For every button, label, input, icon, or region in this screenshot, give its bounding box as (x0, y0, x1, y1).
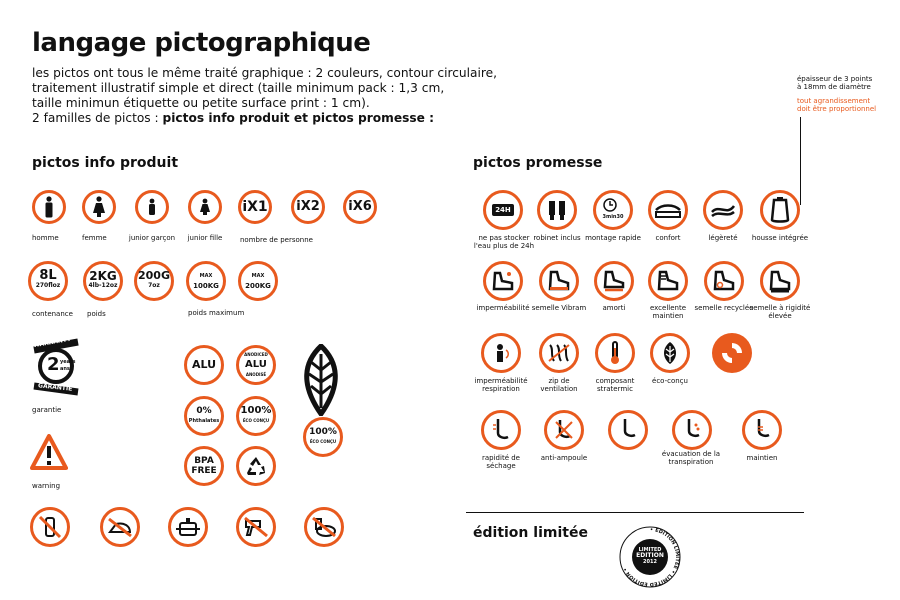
edition-divider (466, 512, 804, 513)
maintien-chaussure-icon (648, 261, 688, 301)
eco-concu-pct: 100% (240, 405, 272, 416)
warranty-ans: ans (60, 366, 70, 372)
contenance-icon (28, 261, 68, 301)
max-100kg-icon (186, 261, 226, 301)
eco-concu-leaf-icon (650, 333, 690, 373)
legerete-label: légèreté (708, 234, 738, 242)
housse-integree-label: housse intégrée (751, 234, 809, 242)
maintien-chaussette-icon (742, 410, 782, 450)
nombre-2-icon (291, 190, 325, 224)
warning-label: warning (32, 482, 61, 490)
intro-line-3: taille minimun étiquette ou petite surface print : 1 cm). (32, 96, 370, 110)
impermeabilite-respiration-label: imperméabilité respiration (474, 377, 528, 393)
poids-200g-value: 200G (138, 269, 170, 282)
rapidite-sechage-label: rapidité de séchage (482, 454, 520, 470)
recycle-icon (236, 446, 276, 486)
intro-text (32, 66, 592, 126)
max-200kg-label: MAX (251, 273, 265, 279)
rapidite-sechage-icon (481, 410, 521, 450)
nombre-6-icon (343, 190, 377, 224)
robinet-label: robinet inclus (533, 234, 581, 242)
junior-garcon-label: junior garçon (128, 234, 176, 242)
anti-ampoule-icon (544, 410, 584, 450)
garantie-label: garantie (32, 406, 62, 414)
bpa-line-1: BPA (194, 456, 214, 466)
robinet-icon (537, 190, 577, 230)
maintien-chaussette-label: maintien (746, 454, 778, 462)
homme-label: homme (32, 234, 59, 242)
semelle-vibram-label: semelle Vibram (531, 304, 587, 312)
warranty-years: years (60, 359, 76, 365)
bpa-line-2: FREE (191, 466, 217, 476)
no-pressure-cooker-icon (168, 507, 208, 547)
no-hair-dryer-icon (236, 507, 276, 547)
side-note-pointer (800, 117, 801, 205)
section-info-produit: pictos info produit (32, 155, 179, 171)
no-24h-text: 24H (492, 204, 514, 216)
alu-icon (184, 345, 224, 385)
montage-rapide-time: 3min30 (602, 214, 624, 220)
intro-line-2: traitement illustratif simple et direct (taille minimum pack : 1,3 cm, (32, 81, 445, 95)
edition-badge-line-3: 2012 (643, 559, 657, 565)
no-iron-icon (100, 507, 140, 547)
no-bottle-icon (30, 507, 70, 547)
femme-label: femme (82, 234, 107, 242)
confort-label: confort (655, 234, 681, 242)
evacuation-transpiration-label: évacuation de la transpiration (661, 450, 721, 466)
junior-fille-label: junior fille (187, 234, 223, 242)
confort-icon (648, 190, 688, 230)
leaf-icon (298, 344, 344, 420)
edition-badge-center (632, 547, 668, 565)
anti-ampoule-label: anti-ampoule (540, 454, 588, 462)
semelle-rigidite-label: semelle à rigidité élevée (749, 304, 811, 320)
leaf-eco-pct: 100% (309, 427, 337, 437)
poids-200g-icon (134, 261, 174, 301)
impermeabilite-icon (483, 261, 523, 301)
max-100kg-label: MAX (199, 273, 213, 279)
evacuation-transpiration-icon (672, 410, 712, 450)
stratermic-label: composant stratermic (595, 377, 635, 393)
phthalates-pct: 0% (196, 406, 212, 416)
homme-icon (32, 190, 66, 224)
anodise-line-3: ANODISÉ (245, 372, 267, 377)
montage-rapide-icon (593, 190, 633, 230)
chaussette-icon (608, 410, 648, 450)
impermeabilite-label: imperméabilité (476, 304, 530, 312)
no-burner-icon (304, 507, 344, 547)
leaf-eco-text: ÉCO CONÇU (309, 439, 337, 444)
side-note-line-4: doit être proportionnel (797, 105, 877, 113)
femme-icon (82, 190, 116, 224)
stratermic-icon (595, 333, 635, 373)
side-note (797, 75, 897, 113)
phthalates-icon (184, 396, 224, 436)
edition-badge-line-2: EDITION (636, 552, 664, 559)
edition-limitee-badge (618, 525, 682, 589)
edition-limitee-title: édition limitée (473, 525, 588, 541)
edition-badge-line-1: LIMITED (638, 547, 662, 553)
nombre-1-icon (238, 190, 272, 224)
contenance-value: 8L (39, 268, 57, 283)
side-note-line-1: épaisseur de 3 points (797, 75, 873, 83)
anodise-line-2: ALU (245, 359, 267, 370)
phthalates-text: Phthalates (188, 418, 220, 424)
intro-line-4-bold: pictos info produit et pictos promesse : (162, 111, 434, 125)
semelle-recyclee-icon (704, 261, 744, 301)
eco-concu-text: ÉCO CONÇU (242, 418, 270, 423)
housse-integree-icon (760, 190, 800, 230)
junior-fille-icon (188, 190, 222, 224)
impermeabilite-respiration-icon (481, 333, 521, 373)
intro-line-4-start: 2 familles de pictos : (32, 111, 163, 125)
junior-garcon-icon (135, 190, 169, 224)
warning-icon (30, 434, 68, 474)
nombre-label: nombre de personne (240, 236, 313, 244)
semelle-recyclee-label: semelle recyclée (694, 304, 754, 312)
poids-200g-sub: 7oz (148, 282, 160, 289)
intro-line-1: les pictos ont tous le même traité graphique : 2 couleurs, contour circulaire, (32, 66, 498, 80)
eco-concu-leaf-label: éco-conçu (652, 377, 688, 385)
contenance-sub: 270floz (35, 282, 61, 289)
semelle-rigidite-icon (760, 261, 800, 301)
legerete-icon (703, 190, 743, 230)
poids-icon (83, 261, 123, 301)
warranty-top: WARRANTY (32, 335, 72, 350)
zip-ventilation-icon (539, 333, 579, 373)
side-note-line-3: tout agrandissement (797, 97, 871, 105)
leaf-eco-concu-icon (303, 417, 343, 457)
nombre-2-text: iX2 (296, 199, 320, 214)
no-24h-label: ne pas stocker l'eau plus de 24h (473, 234, 535, 250)
warranty-number: 2 (47, 354, 60, 375)
bpa-free-icon (184, 446, 224, 486)
no-24h-storage-icon (483, 190, 523, 230)
amorti-icon (594, 261, 634, 301)
maintien-chaussure-label: excellente maintien (649, 304, 687, 320)
contenance-label: contenance (32, 310, 73, 318)
semelle-vibram-icon (539, 261, 579, 301)
warranty-bottom: GARANTIE (37, 382, 73, 393)
poids-max-label: poids maximum (188, 309, 245, 317)
nombre-6-text: iX6 (348, 199, 372, 214)
max-200kg-value: 200KG (245, 282, 271, 290)
poids-sub: 4lb-12oz (88, 282, 118, 289)
point-vert-icon (712, 333, 752, 373)
eco-concu-icon (236, 396, 276, 436)
amorti-label: amorti (602, 304, 626, 312)
nombre-1-text: iX1 (242, 199, 268, 215)
page-title: langage pictographique (32, 28, 371, 58)
edition-badge-ring: • EDITION LIMITÉE • LIMITED EDITION • (622, 526, 681, 588)
section-pictos-promesse: pictos promesse (473, 155, 603, 171)
poids-value: 2KG (89, 269, 117, 283)
side-note-line-2: à 18mm de diamètre (797, 83, 871, 91)
alu-anodise-icon (236, 345, 276, 385)
max-200kg-icon (238, 261, 278, 301)
poids-label: poids (87, 310, 106, 318)
intro-line-4 (32, 111, 592, 126)
anodise-line-1: ANODICED (244, 352, 268, 357)
warranty-badge (30, 336, 82, 396)
alu-text: ALU (191, 358, 217, 371)
montage-rapide-label: montage rapide (585, 234, 641, 242)
zip-ventilation-label: zip de ventilation (540, 377, 578, 393)
max-100kg-value: 100KG (193, 282, 219, 290)
